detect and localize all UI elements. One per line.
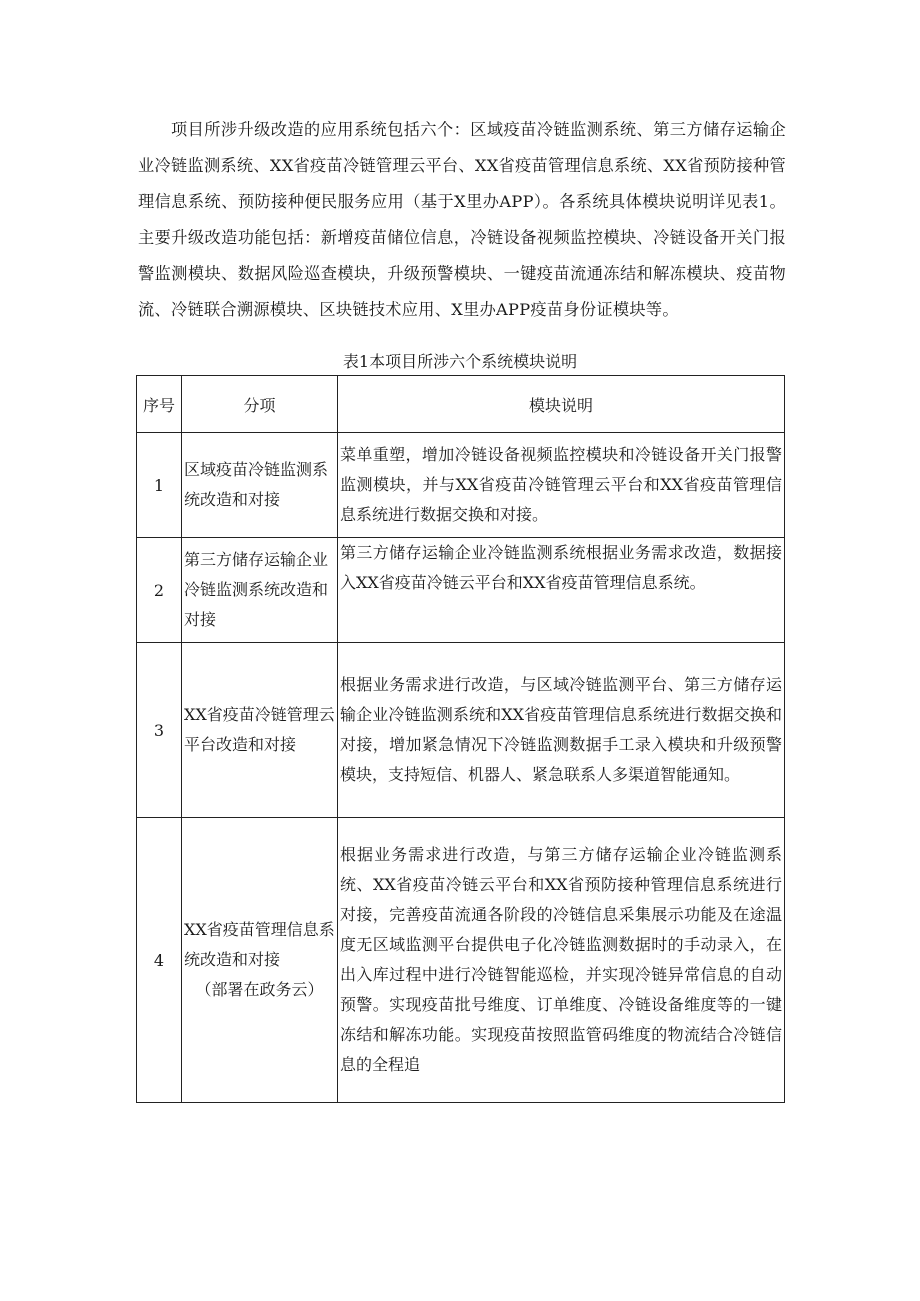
header-description: 模块说明 xyxy=(338,376,785,433)
table-caption: 表1本项目所涉六个系统模块说明 xyxy=(342,352,578,371)
row-description: 菜单重塑，增加冷链设备视频监控模块和冷链设备开关门报警监测模块，并与XX省疫苗冷链管理云平台和XX省疫苗管理信息系统进行数据交换和对接。 xyxy=(338,433,785,538)
table-row xyxy=(137,433,785,538)
row-number: 3 xyxy=(137,643,182,818)
row-number: 4 xyxy=(137,818,182,1103)
modules-table xyxy=(136,375,785,1103)
row-number: 2 xyxy=(137,538,182,643)
header-no: 序号 xyxy=(137,376,182,433)
row-description: 第三方储存运输企业冷链监测系统根据业务需求改造，数据接入XX省疫苗冷链云平台和XX省疫苗管理信息系统。 xyxy=(338,538,785,643)
row-category: XX省疫苗冷链管理云平台改造和对接 xyxy=(182,643,338,818)
intro-paragraph: 项目所涉升级改造的应用系统包括六个：区域疫苗冷链监测系统、第三方储存运输企业冷链监测系统、XX省疫苗冷链管理云平台、XX省疫苗管理信息系统、XX省预防接种管理信息系统、预防接种便民服务应用（基于X里办APP）。各系统具体模块说明详见表1。主要升级改造功能包括：新增疫苗储位信息，冷链设备视频监控模块、冷链设备开关门报警监测模块、数据风险巡查模块，升级预警模块、一键疫苗流通冻结和解冻模块、疫苗物流、冷链联合溯源模块、区块链技术应用、X里办APP疫苗身份证模块等。 xyxy=(138,120,787,319)
table-header-row xyxy=(137,376,785,433)
table-row xyxy=(137,643,785,818)
row-category: 区域疫苗冷链监测系统改造和对接 xyxy=(182,433,338,538)
row-description: 根据业务需求进行改造，与第三方储存运输企业冷链监测系统、XX省疫苗冷链云平台和XX省预防接种管理信息系统进行对接，完善疫苗流通各阶段的冷链信息采集展示功能及在途温度无区域监测平台提供电子化冷链监测数据时的手动录入，在出入库过程中进行冷链智能巡检，并实现冷链异常信息的自动预警。实现疫苗批号维度、订单维度、冷链设备维度等的一键冻结和解冻功能。实现疫苗按照监管码维度的物流结合冷链信息的全程追 xyxy=(338,818,785,1103)
table-row xyxy=(137,818,785,1103)
row-number: 1 xyxy=(137,433,182,538)
row-category: 第三方储存运输企业冷链监测系统改造和对接 xyxy=(182,538,338,643)
row-description: 根据业务需求进行改造，与区域冷链监测平台、第三方储存运输企业冷链监测系统和XX省疫苗管理信息系统进行数据交换和对接，增加紧急情况下冷链监测数据手工录入模块和升级预警模块，支持短信、机器人、紧急联系人多渠道智能通知。 xyxy=(338,643,785,818)
row-category: XX省疫苗管理信息系统改造和对接 xyxy=(184,920,335,969)
header-category: 分项 xyxy=(182,376,338,433)
row-category-note: （部署在政务云） xyxy=(195,980,324,999)
row-category-cell xyxy=(182,818,338,1103)
table-row xyxy=(137,538,785,643)
